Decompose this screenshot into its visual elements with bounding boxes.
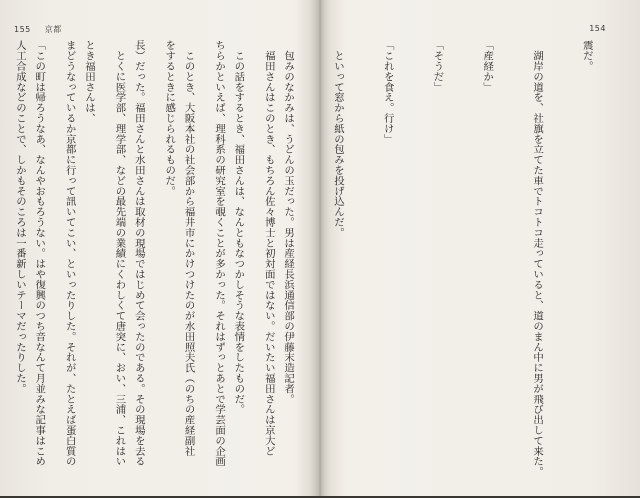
left-page-number: 155 [14,25,31,34]
text-line: 「この町は帰ろうなあ、なんやおもろうない。はや復興のつち音なんて月並みな記事はこめ [33,40,46,467]
text-line: 長）だった。福田さんと水田さんは取材の現場ではじめて会ったのである。その現場を去る [132,40,145,467]
text-line: 「産経か」 [481,40,494,92]
right-page-header [589,24,606,33]
text-line: ちらかといえば、理科系の研究室を覗くことが多かった。それはずっとあとで学芸面の企画 [213,40,226,467]
left-page-header [14,24,62,35]
text-line: 湖岸の道を、社旗を立てた車でトコトコ走っていると、道のまん中に男が飛び出して来た。 [531,40,544,477]
text-line: 「そうだ」 [431,40,444,92]
text-line: 福田さんはこのとき、もちろん佐々博士と初対面ではない。だいたい福田さんは京大ど [262,40,275,456]
right-page-number: 154 [589,24,606,33]
text-line: 包みのなかみは、うどんの玉だった。男は産経長浜通信部の伊藤末造記者。 [282,40,295,404]
text-line: このとき、大阪本社の社会部から福井市にかけつけたのが水田照夫氏（のちの産経副社 [182,40,195,456]
book-gutter [310,0,330,496]
text-line: 「これを食え。行け」 [381,40,394,144]
text-line: とき福田さんは、 [83,40,95,124]
text-line: まどうなっているか京都に行って訊いてこい、といったりした。それが、たとえば蛋白質の [63,40,76,467]
text-line: この話をするとき、福田さんは、なんともなつかしそうな表情をしたものだ。 [232,40,245,415]
text-line: 人工合成などのことで、しかもそのころは一番新しいテーマだったりした。 [13,40,26,394]
text-line: をするときに感じられるものだ。 [163,40,176,196]
running-head: 京都 [44,25,62,34]
text-line: とくに医学部、理学部、などの最先端の業績にくわしくて唐突に、おい、三浦、これはい [113,40,126,467]
text-line: 震だ。 [580,40,593,72]
text-line: といって窓から紙の包みを投げ込んだ。 [331,40,344,238]
